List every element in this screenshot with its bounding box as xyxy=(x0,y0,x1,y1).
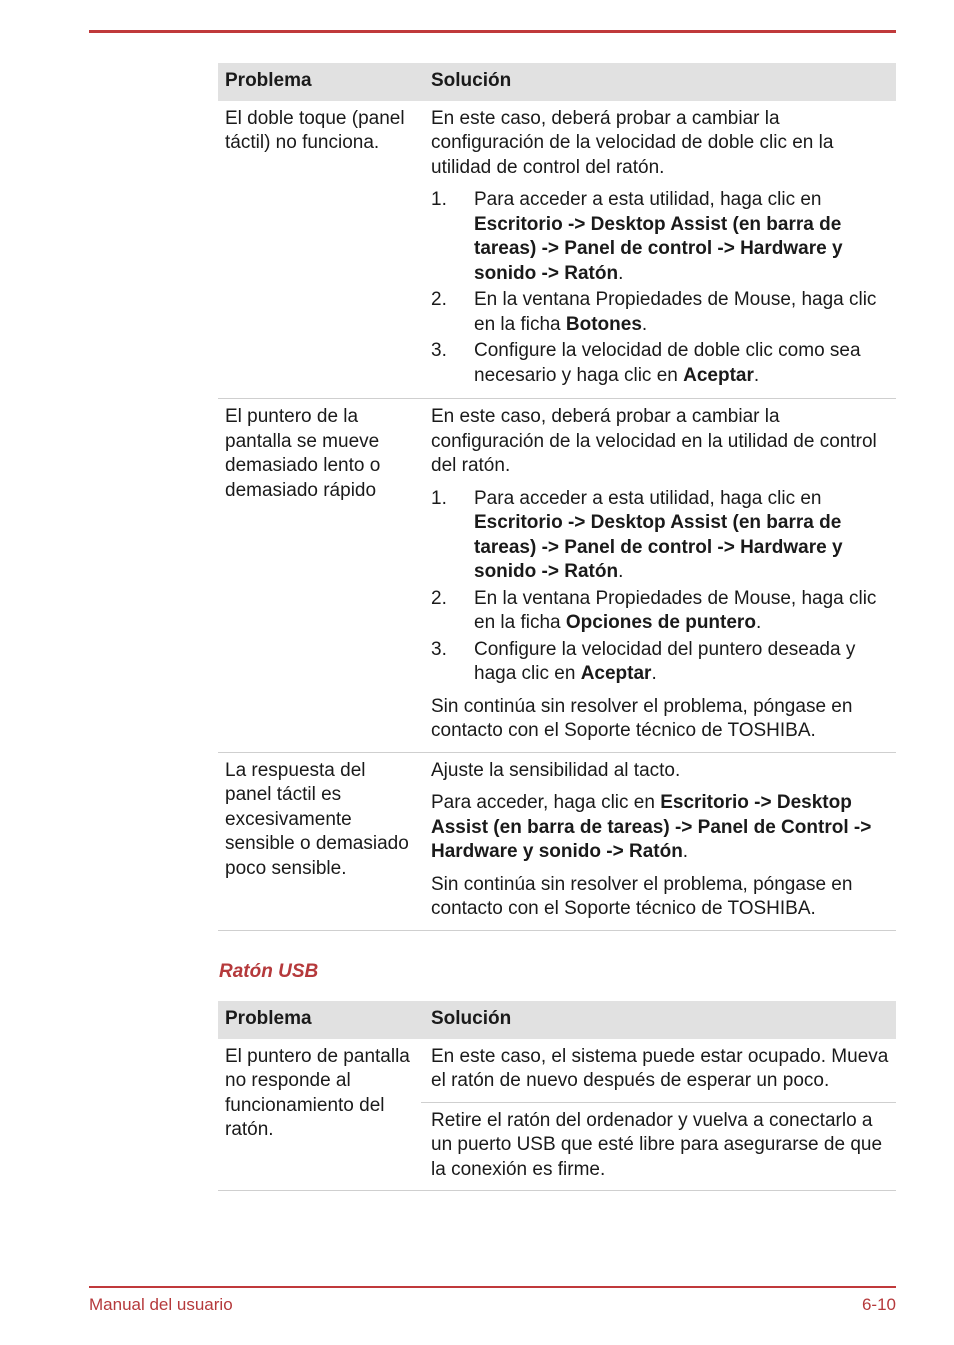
table-row xyxy=(218,399,896,753)
header-rule xyxy=(89,30,896,33)
solution-outro: Sin continúa sin resolver el problema, póngase en contacto con el Soporte técnico de TOSHIBA. xyxy=(431,695,853,741)
usb-mouse-problems-table xyxy=(218,1001,896,1191)
header-solution: Solución xyxy=(421,1001,896,1039)
table-header-row xyxy=(218,1001,896,1039)
table-row xyxy=(218,752,896,930)
step-item: 2. En la ventana Propiedades de Mouse, haga clic en la ficha Opciones de puntero. xyxy=(431,587,877,633)
step-item: 1. Para acceder a esta utilidad, haga clic en Escritorio -> Desktop Assist (en barra de tareas) -> Panel de control -> Hardware y sonido -> Ratón. xyxy=(431,189,843,284)
step-item: 1. Para acceder a esta utilidad, haga clic en Escritorio -> Desktop Assist (en barra de tareas) -> Panel de control -> Hardware y sonido -> Ratón. xyxy=(431,487,843,582)
solution-paragraph: Sin continúa sin resolver el problema, póngase en contacto con el Soporte técnico de TOSHIBA. xyxy=(431,873,853,919)
steps-list xyxy=(431,188,890,388)
table-row xyxy=(218,1039,896,1103)
solution-cell xyxy=(421,101,896,399)
solution-intro: En este caso, deberá probar a cambiar la configuración de la velocidad de doble clic en la utilidad de control del ratón. xyxy=(431,107,834,178)
solution-cell xyxy=(421,399,896,753)
step-item: 3. Configure la velocidad de doble clic como sea necesario y haga clic en Aceptar. xyxy=(431,340,861,386)
footer-rule xyxy=(89,1286,896,1288)
touchpad-problems-table xyxy=(218,63,896,931)
header-problem: Problema xyxy=(218,1001,421,1039)
problem-cell: El puntero de la pantalla se mueve demasiado lento o demasiado rápido xyxy=(218,399,421,753)
solution-cell: Retire el ratón del ordenador y vuelva a conectarlo a un puerto USB que esté libre para asegurarse de que la conexión es firme. xyxy=(421,1102,896,1191)
solution-paragraph: Ajuste la sensibilidad al tacto. xyxy=(431,759,681,781)
header-problem: Problema xyxy=(218,63,421,101)
problem-cell: El doble toque (panel táctil) no funciona. xyxy=(218,101,421,399)
page-number: 6-10 xyxy=(861,1295,896,1314)
solution-cell xyxy=(421,752,896,930)
problem-cell: La respuesta del panel táctil es excesivamente sensible o demasiado poco sensible. xyxy=(218,752,421,930)
step-item: 3. Configure la velocidad del puntero deseada y haga clic en Aceptar. xyxy=(431,638,856,684)
table-header-row xyxy=(218,63,896,101)
solution-paragraph: Para acceder, haga clic en Escritorio -> Desktop Assist (en barra de tareas) -> Panel de Control -> Hardware y sonido -> Ratón. xyxy=(431,792,872,862)
steps-list xyxy=(431,487,890,687)
footer-title: Manual del usuario xyxy=(89,1295,233,1314)
header-solution: Solución xyxy=(421,63,896,101)
solution-cell: En este caso, el sistema puede estar ocupado. Mueva el ratón de nuevo después de esperar un poco. xyxy=(421,1039,896,1103)
step-item: 2. En la ventana Propiedades de Mouse, haga clic en la ficha Botones. xyxy=(431,289,877,335)
problem-cell: El puntero de pantalla no responde al funcionamiento del ratón. xyxy=(218,1039,421,1191)
section-heading: Ratón USB xyxy=(219,961,319,982)
solution-intro: En este caso, deberá probar a cambiar la configuración de la velocidad en la utilidad de control del ratón. xyxy=(431,406,877,476)
table-row xyxy=(218,101,896,399)
